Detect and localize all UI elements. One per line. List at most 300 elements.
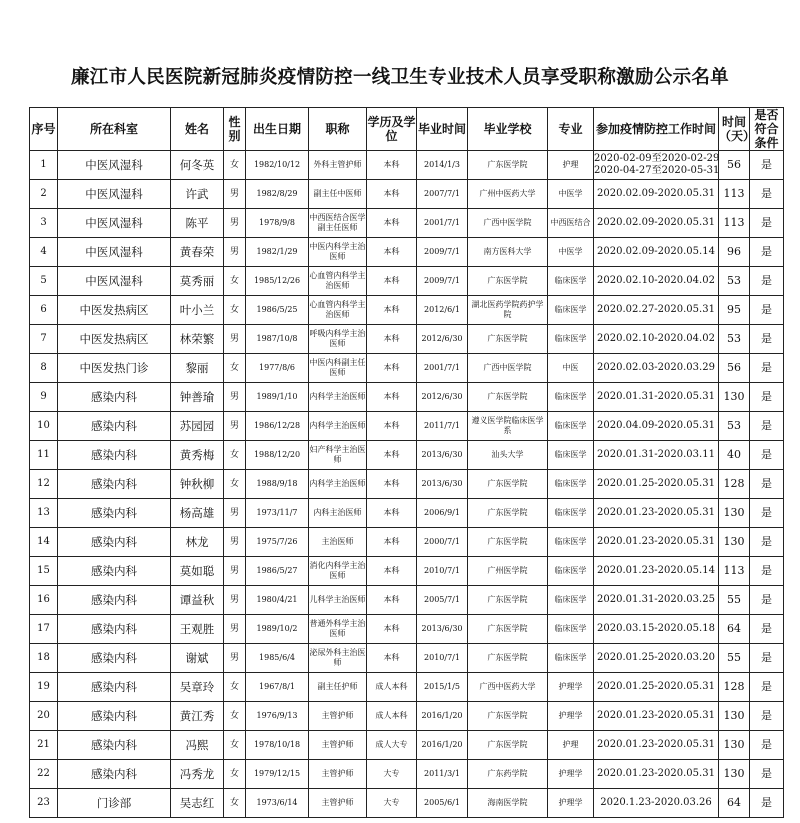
cell-days: 64 bbox=[719, 615, 750, 644]
cell-graduation-date: 2015/1/5 bbox=[417, 673, 468, 702]
table-row bbox=[30, 789, 784, 818]
header-index: 序号 bbox=[30, 108, 58, 151]
cell-period bbox=[594, 470, 719, 499]
cell-major: 中医 bbox=[548, 354, 594, 383]
table-row bbox=[30, 151, 784, 180]
cell-index: 19 bbox=[30, 673, 58, 702]
cell-index: 12 bbox=[30, 470, 58, 499]
cell-graduation-date: 2014/1/3 bbox=[417, 151, 468, 180]
cell-major: 临床医学 bbox=[548, 644, 594, 673]
cell-birth-date: 1978/9/8 bbox=[246, 209, 309, 238]
cell-birth-date: 1986/12/28 bbox=[246, 412, 309, 441]
cell-education: 本科 bbox=[367, 325, 417, 354]
cell-major: 中医学 bbox=[548, 180, 594, 209]
cell-period bbox=[594, 325, 719, 354]
table-row bbox=[30, 325, 784, 354]
cell-eligible: 是 bbox=[750, 499, 784, 528]
cell-major: 临床医学 bbox=[548, 615, 594, 644]
cell-birth-date: 1982/1/29 bbox=[246, 238, 309, 267]
cell-school: 广州医学院 bbox=[468, 557, 548, 586]
cell-title: 内科学主治医师 bbox=[309, 412, 367, 441]
cell-school: 广东医学院 bbox=[468, 731, 548, 760]
period-line: 2020.02.10-2020.04.02 bbox=[597, 333, 715, 344]
cell-title: 儿科学主治医师 bbox=[309, 586, 367, 615]
period-line: 2020-02-09至2020-02-29 bbox=[594, 153, 720, 164]
cell-school: 广东医学院 bbox=[468, 702, 548, 731]
cell-department: 门诊部 bbox=[58, 789, 171, 818]
period-line: 2020.02.03-2020.03.29 bbox=[597, 362, 715, 373]
cell-eligible: 是 bbox=[750, 296, 784, 325]
cell-period bbox=[594, 557, 719, 586]
cell-department: 感染内科 bbox=[58, 673, 171, 702]
cell-school: 广东医学院 bbox=[468, 383, 548, 412]
header-eligible: 是否符合条件 bbox=[750, 108, 784, 151]
cell-education: 本科 bbox=[367, 412, 417, 441]
table-row bbox=[30, 354, 784, 383]
cell-major: 临床医学 bbox=[548, 412, 594, 441]
cell-birth-date: 1988/9/18 bbox=[246, 470, 309, 499]
cell-name: 陈平 bbox=[171, 209, 224, 238]
period-line: 2020.01.23-2020.05.31 bbox=[597, 710, 715, 721]
header-graduation-date: 毕业时间 bbox=[417, 108, 468, 151]
cell-days: 128 bbox=[719, 673, 750, 702]
cell-birth-date: 1977/8/6 bbox=[246, 354, 309, 383]
cell-birth-date: 1973/6/14 bbox=[246, 789, 309, 818]
cell-eligible: 是 bbox=[750, 383, 784, 412]
cell-birth-date: 1985/12/26 bbox=[246, 267, 309, 296]
period-line: 2020.01.23-2020.05.31 bbox=[597, 739, 715, 750]
cell-eligible: 是 bbox=[750, 325, 784, 354]
cell-period bbox=[594, 296, 719, 325]
cell-sex: 男 bbox=[224, 644, 246, 673]
period-line: 2020.01.23-2020.05.31 bbox=[597, 507, 715, 518]
header-sex: 性别 bbox=[224, 108, 246, 151]
cell-sex: 男 bbox=[224, 325, 246, 354]
table-row bbox=[30, 238, 784, 267]
table-row bbox=[30, 209, 784, 238]
table-row bbox=[30, 412, 784, 441]
cell-school: 湖北医药学院药护学院 bbox=[468, 296, 548, 325]
cell-title: 外科主管护师 bbox=[309, 151, 367, 180]
cell-education: 本科 bbox=[367, 441, 417, 470]
header-school: 毕业学校 bbox=[468, 108, 548, 151]
cell-department: 感染内科 bbox=[58, 731, 171, 760]
cell-name: 谭益秋 bbox=[171, 586, 224, 615]
cell-graduation-date: 2001/7/1 bbox=[417, 354, 468, 383]
cell-index: 3 bbox=[30, 209, 58, 238]
cell-eligible: 是 bbox=[750, 557, 784, 586]
cell-education: 成人本科 bbox=[367, 673, 417, 702]
period-line: 2020.01.23-2020.05.31 bbox=[597, 768, 715, 779]
cell-sex: 男 bbox=[224, 528, 246, 557]
table-header-row bbox=[30, 108, 784, 151]
cell-major: 临床医学 bbox=[548, 383, 594, 412]
cell-name: 冯熙 bbox=[171, 731, 224, 760]
cell-sex: 女 bbox=[224, 731, 246, 760]
cell-major: 护理学 bbox=[548, 789, 594, 818]
cell-days: 55 bbox=[719, 586, 750, 615]
cell-sex: 男 bbox=[224, 180, 246, 209]
cell-birth-date: 1978/10/18 bbox=[246, 731, 309, 760]
period-line: 2020.03.15-2020.05.18 bbox=[597, 623, 715, 634]
cell-graduation-date: 2007/7/1 bbox=[417, 180, 468, 209]
cell-eligible: 是 bbox=[750, 151, 784, 180]
cell-school: 汕头大学 bbox=[468, 441, 548, 470]
cell-graduation-date: 2010/7/1 bbox=[417, 644, 468, 673]
cell-graduation-date: 2009/7/1 bbox=[417, 267, 468, 296]
table-row bbox=[30, 702, 784, 731]
cell-eligible: 是 bbox=[750, 238, 784, 267]
cell-school: 广西中医学院 bbox=[468, 354, 548, 383]
period-line: 2020.02.09-2020.05.14 bbox=[597, 246, 715, 257]
cell-graduation-date: 2012/6/30 bbox=[417, 383, 468, 412]
cell-days: 130 bbox=[719, 528, 750, 557]
cell-major: 临床医学 bbox=[548, 557, 594, 586]
header-education: 学历及学位 bbox=[367, 108, 417, 151]
period-line: 2020.01.23-2020.05.14 bbox=[597, 565, 715, 576]
cell-period bbox=[594, 383, 719, 412]
cell-sex: 女 bbox=[224, 702, 246, 731]
cell-name: 莫如聪 bbox=[171, 557, 224, 586]
cell-department: 感染内科 bbox=[58, 615, 171, 644]
cell-major: 护理学 bbox=[548, 760, 594, 789]
table-row bbox=[30, 760, 784, 789]
cell-department: 感染内科 bbox=[58, 760, 171, 789]
cell-graduation-date: 2001/7/1 bbox=[417, 209, 468, 238]
cell-major: 临床医学 bbox=[548, 470, 594, 499]
cell-name: 何冬英 bbox=[171, 151, 224, 180]
cell-period bbox=[594, 644, 719, 673]
table-row bbox=[30, 267, 784, 296]
cell-sex: 男 bbox=[224, 499, 246, 528]
table-row bbox=[30, 673, 784, 702]
cell-graduation-date: 2006/9/1 bbox=[417, 499, 468, 528]
cell-title: 呼吸内科学主治医师 bbox=[309, 325, 367, 354]
cell-major: 临床医学 bbox=[548, 296, 594, 325]
cell-days: 40 bbox=[719, 441, 750, 470]
cell-index: 14 bbox=[30, 528, 58, 557]
cell-major: 临床医学 bbox=[548, 441, 594, 470]
cell-index: 23 bbox=[30, 789, 58, 818]
cell-department: 感染内科 bbox=[58, 586, 171, 615]
cell-department: 感染内科 bbox=[58, 644, 171, 673]
cell-education: 大专 bbox=[367, 789, 417, 818]
cell-graduation-date: 2012/6/1 bbox=[417, 296, 468, 325]
cell-graduation-date: 2010/7/1 bbox=[417, 557, 468, 586]
cell-title: 主管护师 bbox=[309, 702, 367, 731]
cell-period bbox=[594, 586, 719, 615]
cell-birth-date: 1988/12/20 bbox=[246, 441, 309, 470]
cell-sex: 男 bbox=[224, 209, 246, 238]
period-line: 2020.01.25-2020.05.31 bbox=[597, 478, 715, 489]
cell-name: 杨高雄 bbox=[171, 499, 224, 528]
cell-education: 成人大专 bbox=[367, 731, 417, 760]
cell-school: 广东药学院 bbox=[468, 760, 548, 789]
cell-name: 钟秋柳 bbox=[171, 470, 224, 499]
cell-department: 中医风湿科 bbox=[58, 151, 171, 180]
cell-graduation-date: 2016/1/20 bbox=[417, 731, 468, 760]
period-line: 2020.02.10-2020.04.02 bbox=[597, 275, 715, 286]
table-row bbox=[30, 470, 784, 499]
cell-major: 中医学 bbox=[548, 238, 594, 267]
cell-school: 广东医学院 bbox=[468, 528, 548, 557]
cell-title: 主治医师 bbox=[309, 528, 367, 557]
cell-school: 广西中医学院 bbox=[468, 209, 548, 238]
cell-days: 53 bbox=[719, 325, 750, 354]
cell-department: 感染内科 bbox=[58, 702, 171, 731]
cell-name: 黄秀梅 bbox=[171, 441, 224, 470]
header-title: 职称 bbox=[309, 108, 367, 151]
header-department: 所在科室 bbox=[58, 108, 171, 151]
cell-name: 吴章玲 bbox=[171, 673, 224, 702]
cell-period bbox=[594, 673, 719, 702]
cell-birth-date: 1982/8/29 bbox=[246, 180, 309, 209]
cell-sex: 男 bbox=[224, 412, 246, 441]
cell-title: 主管护师 bbox=[309, 731, 367, 760]
cell-education: 本科 bbox=[367, 209, 417, 238]
period-line: 2020.01.25-2020.05.31 bbox=[597, 681, 715, 692]
cell-department: 中医发热门诊 bbox=[58, 354, 171, 383]
cell-birth-date: 1973/11/7 bbox=[246, 499, 309, 528]
period-line: 2020.02.09-2020.05.31 bbox=[597, 188, 715, 199]
cell-name: 林龙 bbox=[171, 528, 224, 557]
cell-index: 9 bbox=[30, 383, 58, 412]
cell-birth-date: 1980/4/21 bbox=[246, 586, 309, 615]
cell-period bbox=[594, 354, 719, 383]
cell-education: 本科 bbox=[367, 528, 417, 557]
cell-title: 中医内科副主任医师 bbox=[309, 354, 367, 383]
cell-education: 本科 bbox=[367, 499, 417, 528]
cell-days: 130 bbox=[719, 702, 750, 731]
period-line: 2020.01.25-2020.03.20 bbox=[597, 652, 715, 663]
cell-title: 副主任中医师 bbox=[309, 180, 367, 209]
cell-days: 113 bbox=[719, 180, 750, 209]
cell-birth-date: 1967/8/1 bbox=[246, 673, 309, 702]
cell-birth-date: 1985/6/4 bbox=[246, 644, 309, 673]
cell-sex: 女 bbox=[224, 151, 246, 180]
cell-sex: 男 bbox=[224, 383, 246, 412]
cell-school: 广东医学院 bbox=[468, 644, 548, 673]
cell-graduation-date: 2005/7/1 bbox=[417, 586, 468, 615]
cell-department: 中医发热病区 bbox=[58, 325, 171, 354]
cell-name: 莫秀丽 bbox=[171, 267, 224, 296]
cell-days: 95 bbox=[719, 296, 750, 325]
staff-table bbox=[29, 107, 784, 818]
cell-days: 130 bbox=[719, 760, 750, 789]
cell-period bbox=[594, 615, 719, 644]
cell-school: 广东医学院 bbox=[468, 499, 548, 528]
header-period: 参加疫情防控工作时间 bbox=[594, 108, 719, 151]
cell-days: 113 bbox=[719, 557, 750, 586]
cell-school: 广东医学院 bbox=[468, 470, 548, 499]
cell-index: 20 bbox=[30, 702, 58, 731]
cell-period bbox=[594, 209, 719, 238]
cell-title: 心血管内科学主治医师 bbox=[309, 296, 367, 325]
cell-period bbox=[594, 267, 719, 296]
header-major: 专业 bbox=[548, 108, 594, 151]
cell-period bbox=[594, 238, 719, 267]
cell-title: 内科学主治医师 bbox=[309, 470, 367, 499]
cell-sex: 女 bbox=[224, 470, 246, 499]
cell-eligible: 是 bbox=[750, 644, 784, 673]
cell-education: 本科 bbox=[367, 296, 417, 325]
cell-name: 钟善瑜 bbox=[171, 383, 224, 412]
cell-graduation-date: 2013/6/30 bbox=[417, 470, 468, 499]
cell-period bbox=[594, 702, 719, 731]
cell-eligible: 是 bbox=[750, 731, 784, 760]
cell-education: 本科 bbox=[367, 354, 417, 383]
cell-graduation-date: 2000/7/1 bbox=[417, 528, 468, 557]
cell-education: 本科 bbox=[367, 615, 417, 644]
cell-school: 海南医学院 bbox=[468, 789, 548, 818]
cell-birth-date: 1982/10/12 bbox=[246, 151, 309, 180]
cell-eligible: 是 bbox=[750, 412, 784, 441]
cell-title: 消化内科学主治医师 bbox=[309, 557, 367, 586]
table-row bbox=[30, 499, 784, 528]
cell-sex: 女 bbox=[224, 441, 246, 470]
cell-name: 黄春荣 bbox=[171, 238, 224, 267]
header-birth-date: 出生日期 bbox=[246, 108, 309, 151]
cell-major: 护理学 bbox=[548, 673, 594, 702]
cell-department: 感染内科 bbox=[58, 528, 171, 557]
cell-period bbox=[594, 412, 719, 441]
cell-sex: 男 bbox=[224, 557, 246, 586]
cell-graduation-date: 2013/6/30 bbox=[417, 441, 468, 470]
cell-index: 7 bbox=[30, 325, 58, 354]
cell-eligible: 是 bbox=[750, 615, 784, 644]
cell-department: 感染内科 bbox=[58, 499, 171, 528]
cell-days: 53 bbox=[719, 267, 750, 296]
cell-index: 2 bbox=[30, 180, 58, 209]
cell-name: 黎丽 bbox=[171, 354, 224, 383]
cell-title: 妇产科学主治医师 bbox=[309, 441, 367, 470]
cell-index: 4 bbox=[30, 238, 58, 267]
cell-eligible: 是 bbox=[750, 673, 784, 702]
cell-birth-date: 1986/5/25 bbox=[246, 296, 309, 325]
table-row bbox=[30, 644, 784, 673]
cell-department: 中医风湿科 bbox=[58, 209, 171, 238]
cell-sex: 女 bbox=[224, 267, 246, 296]
document-title: 廉江市人民医院新冠肺炎疫情防控一线卫生专业技术人员享受职称激励公示名单 bbox=[70, 67, 729, 88]
cell-sex: 女 bbox=[224, 760, 246, 789]
cell-eligible: 是 bbox=[750, 702, 784, 731]
cell-school: 广东医学院 bbox=[468, 325, 548, 354]
cell-department: 中医风湿科 bbox=[58, 180, 171, 209]
cell-education: 本科 bbox=[367, 180, 417, 209]
cell-birth-date: 1976/9/13 bbox=[246, 702, 309, 731]
cell-education: 本科 bbox=[367, 557, 417, 586]
cell-days: 130 bbox=[719, 383, 750, 412]
cell-department: 中医风湿科 bbox=[58, 238, 171, 267]
cell-name: 吴志红 bbox=[171, 789, 224, 818]
cell-eligible: 是 bbox=[750, 586, 784, 615]
period-line: 2020.01.23-2020.05.31 bbox=[597, 536, 715, 547]
cell-education: 成人本科 bbox=[367, 702, 417, 731]
cell-index: 5 bbox=[30, 267, 58, 296]
table-row bbox=[30, 296, 784, 325]
table-body bbox=[30, 151, 784, 818]
cell-eligible: 是 bbox=[750, 441, 784, 470]
cell-birth-date: 1975/7/26 bbox=[246, 528, 309, 557]
cell-name: 叶小兰 bbox=[171, 296, 224, 325]
cell-days: 55 bbox=[719, 644, 750, 673]
cell-sex: 男 bbox=[224, 586, 246, 615]
cell-major: 护理 bbox=[548, 731, 594, 760]
cell-eligible: 是 bbox=[750, 354, 784, 383]
cell-name: 林荣繁 bbox=[171, 325, 224, 354]
cell-birth-date: 1989/10/2 bbox=[246, 615, 309, 644]
cell-title: 中医内科学主治医师 bbox=[309, 238, 367, 267]
cell-graduation-date: 2009/7/1 bbox=[417, 238, 468, 267]
period-line: 2020.01.31-2020.05.31 bbox=[597, 391, 715, 402]
cell-index: 10 bbox=[30, 412, 58, 441]
cell-department: 感染内科 bbox=[58, 470, 171, 499]
cell-index: 13 bbox=[30, 499, 58, 528]
cell-period bbox=[594, 528, 719, 557]
cell-school: 广州中医药大学 bbox=[468, 180, 548, 209]
cell-sex: 男 bbox=[224, 238, 246, 267]
cell-days: 53 bbox=[719, 412, 750, 441]
table-row bbox=[30, 731, 784, 760]
cell-school: 广西中医药大学 bbox=[468, 673, 548, 702]
cell-index: 1 bbox=[30, 151, 58, 180]
cell-school: 南方医科大学 bbox=[468, 238, 548, 267]
cell-days: 96 bbox=[719, 238, 750, 267]
cell-graduation-date: 2013/6/30 bbox=[417, 615, 468, 644]
cell-sex: 女 bbox=[224, 354, 246, 383]
cell-title: 心血管内科学主治医师 bbox=[309, 267, 367, 296]
cell-department: 感染内科 bbox=[58, 383, 171, 412]
cell-education: 本科 bbox=[367, 238, 417, 267]
table-row bbox=[30, 180, 784, 209]
cell-major: 中西医结合 bbox=[548, 209, 594, 238]
cell-education: 大专 bbox=[367, 760, 417, 789]
cell-title: 内科主治医师 bbox=[309, 499, 367, 528]
cell-title: 中西医结合医学副主任医师 bbox=[309, 209, 367, 238]
period-line: 2020.01.31-2020.03.25 bbox=[597, 594, 715, 605]
cell-title: 内科学主治医师 bbox=[309, 383, 367, 412]
cell-sex: 男 bbox=[224, 615, 246, 644]
cell-index: 22 bbox=[30, 760, 58, 789]
cell-education: 本科 bbox=[367, 267, 417, 296]
cell-birth-date: 1987/10/8 bbox=[246, 325, 309, 354]
period-line: 2020.01.31-2020.03.11 bbox=[597, 449, 715, 460]
period-line: 2020.02.27-2020.05.31 bbox=[597, 304, 715, 315]
cell-period bbox=[594, 151, 719, 180]
cell-name: 王观胜 bbox=[171, 615, 224, 644]
cell-days: 130 bbox=[719, 731, 750, 760]
table-row bbox=[30, 586, 784, 615]
cell-days: 64 bbox=[719, 789, 750, 818]
cell-education: 本科 bbox=[367, 383, 417, 412]
cell-department: 中医发热病区 bbox=[58, 296, 171, 325]
cell-eligible: 是 bbox=[750, 267, 784, 296]
table-row bbox=[30, 383, 784, 412]
cell-education: 本科 bbox=[367, 151, 417, 180]
cell-education: 本科 bbox=[367, 644, 417, 673]
cell-days: 128 bbox=[719, 470, 750, 499]
cell-days: 113 bbox=[719, 209, 750, 238]
period-line: 2020.1.23-2020.03.26 bbox=[600, 797, 712, 808]
cell-birth-date: 1989/1/10 bbox=[246, 383, 309, 412]
cell-title: 主管护师 bbox=[309, 789, 367, 818]
cell-name: 苏园园 bbox=[171, 412, 224, 441]
cell-sex: 女 bbox=[224, 296, 246, 325]
cell-name: 许武 bbox=[171, 180, 224, 209]
cell-period bbox=[594, 760, 719, 789]
cell-index: 21 bbox=[30, 731, 58, 760]
cell-education: 本科 bbox=[367, 586, 417, 615]
